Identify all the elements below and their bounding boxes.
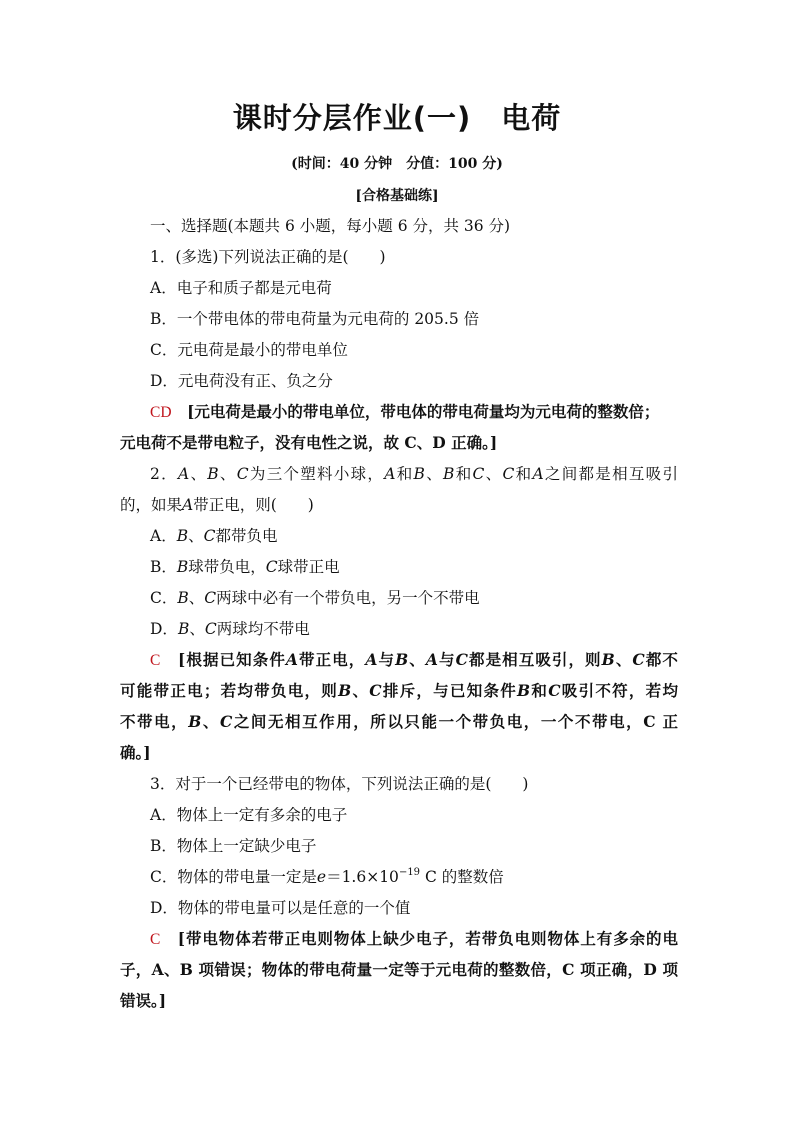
q1-answer-key: CD xyxy=(150,404,172,421)
q3-explanation-2: 子，A、B 项错误；物体的带电荷量一定等于元电荷的整数倍，C 项正确，D 项 xyxy=(120,960,678,979)
q2-explanation-3: 不带电，B、C之间无相互作用，所以只能一个带负电，一个不带电，C 正 xyxy=(120,712,678,731)
q3-explanation-3: 错误。] xyxy=(120,991,167,1010)
q2-answer-line-1: C [根据已知条件A带正电，A与B、A与C都是相互吸引，则B、C都不 xyxy=(150,650,678,669)
q2-option-c: C．B、C两球中必有一个带负电，另一个不带电 xyxy=(150,589,480,607)
q3-option-b: B．物体上一定缺少电子 xyxy=(150,837,317,855)
q3-answer-line-1 xyxy=(150,929,678,950)
q2-option-b: B．B球带负电，C球带正电 xyxy=(150,558,340,576)
q1-explanation-1: [元电荷是最小的带电单位，带电体的带电荷量均为元电荷的整数倍； xyxy=(187,402,660,421)
page-title: 课时分层作业(一) 电荷 xyxy=(232,101,562,135)
time-score-info: (时间：40 分钟 分值：100 分) xyxy=(291,156,503,172)
section-label: [合格基础练] xyxy=(355,188,439,204)
q1-option-b: B．一个带电体的带电荷量为元电荷的 205.5 倍 xyxy=(150,310,480,328)
q2-stem-1: 2．A、B、C为三个塑料小球，A和B、B和C、C和A之间都是相互吸引 xyxy=(150,465,678,483)
q2-option-d: D．B、C两球均不带电 xyxy=(150,620,310,638)
q1-option-d: D．元电荷没有正、负之分 xyxy=(150,372,333,390)
q3-stem: 3．对于一个已经带电的物体，下列说法正确的是( ) xyxy=(150,775,529,793)
q2-explanation-4: 确。] xyxy=(120,743,151,762)
q1-answer-line-1 xyxy=(150,402,678,423)
q1-option-a: A．电子和质子都是元电荷 xyxy=(150,279,332,297)
q1-explanation-2: 元电荷不是带电粒子，没有电性之说，故 C、D 正确。] xyxy=(120,433,498,452)
q1-option-c: C．元电荷是最小的带电单位 xyxy=(150,341,348,359)
q3-option-a: A．物体上一定有多余的电子 xyxy=(150,806,348,824)
q3-option-d: D．物体的带电量可以是任意的一个值 xyxy=(150,899,411,917)
q3-option-c: C．物体的带电量一定是$e=1.6\times 10^{-19}$ C 的整数倍 xyxy=(150,867,504,886)
part-heading: 一、选择题(本题共 6 小题，每小题 6 分，共 36 分) xyxy=(150,217,511,235)
q3-explanation-1: [带电物体若带正电则物体上缺少电子，若带负电则物体上有多余的电 xyxy=(177,929,678,948)
q3-answer-key: C xyxy=(150,931,161,948)
q2-answer-key: C xyxy=(150,652,161,669)
q2-explanation-2: 可能带正电；若均带负电，则B、C排斥，与已知条件B和C吸引不符，若均 xyxy=(120,681,678,700)
q1-stem: 1．(多选)下列说法正确的是( ) xyxy=(150,248,386,266)
q2-stem-2: 的，如果A带正电，则( ) xyxy=(120,496,314,514)
q2-option-a: A．B、C都带负电 xyxy=(150,527,278,545)
